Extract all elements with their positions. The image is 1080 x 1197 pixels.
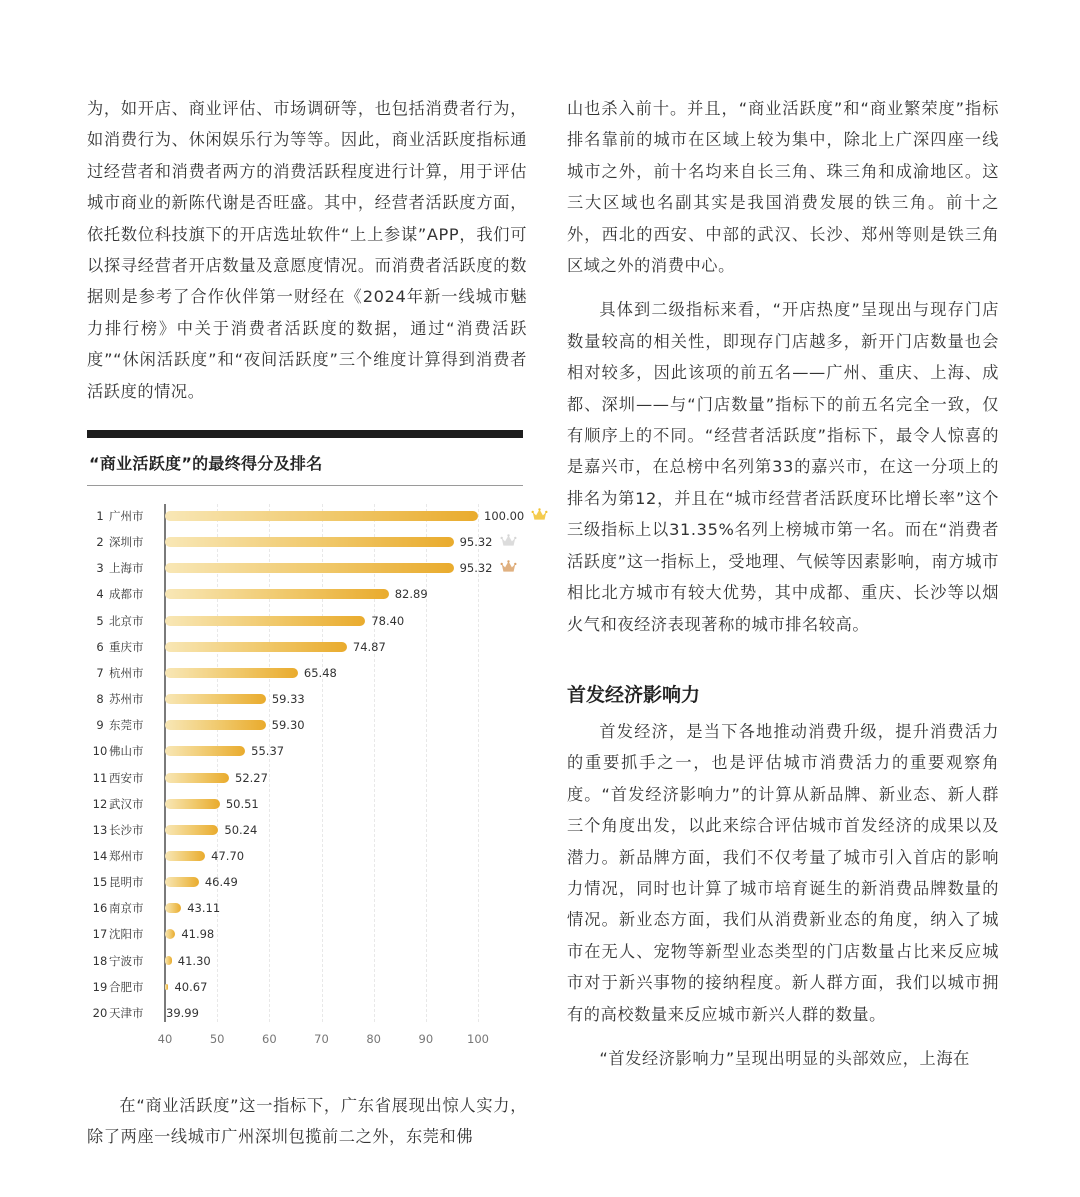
value-label: 39.99: [166, 1005, 199, 1020]
score-bar: [165, 720, 266, 730]
value-label: 100.00: [484, 509, 525, 523]
x-axis-tick-label: 40: [157, 1032, 173, 1046]
right-column: [567, 93, 999, 1074]
score-bar: [165, 537, 454, 547]
value-label: 52.27: [235, 770, 268, 785]
gold-crown-icon: [531, 507, 548, 522]
chart-row: [87, 1003, 557, 1023]
chart-title-divider: [87, 485, 523, 486]
x-axis-tick-label: 80: [366, 1032, 381, 1046]
score-bar: [165, 694, 266, 704]
value-label: 40.67: [174, 979, 208, 994]
body-paragraph: 山也杀入前十。并且，“商业活跃度”和“商业繁荣度”指标排名靠前的城市在区域上较为集中，除北上广深四座一线城市之外，前十名均来自长三角、珠三角和成渝地区。这三大区域也名副其实是我国消费发展的铁三角。前十之外，西北的西安、中部的武汉、长沙、郑州等则是铁三角区域之外的消费中心。: [567, 99, 999, 276]
chart-row: [87, 741, 557, 761]
city-label: 合肥市: [109, 979, 144, 994]
rank-number: 7: [96, 665, 104, 680]
rank-number: 1: [96, 509, 104, 523]
city-label: 沈阳市: [109, 927, 144, 942]
chart-row: [87, 506, 557, 526]
x-axis-tick-label: 60: [262, 1032, 277, 1046]
chart-row: [87, 820, 557, 840]
city-label: 宁波市: [109, 953, 144, 968]
rank-number: 3: [96, 561, 104, 576]
city-label: 郑州市: [109, 848, 144, 863]
rank-number: 9: [96, 718, 104, 733]
chart-row: [87, 558, 557, 578]
value-label: 82.89: [394, 587, 428, 602]
score-bar: [165, 773, 229, 783]
chart-row: [87, 977, 557, 997]
score-bar: [165, 616, 365, 626]
city-label: 佛山市: [109, 744, 144, 759]
score-bar: [165, 589, 389, 599]
chart-row: [87, 768, 557, 788]
value-label: 95.32: [459, 561, 493, 576]
value-label: 78.40: [371, 613, 405, 628]
rank-number: 13: [92, 822, 108, 837]
rank-number: 4: [96, 587, 104, 602]
x-axis-tick-label: 70: [314, 1032, 329, 1046]
score-bar: [165, 956, 172, 964]
value-label: 46.49: [204, 875, 238, 890]
chart-row: [87, 872, 557, 892]
rank-number: 5: [96, 613, 104, 628]
silver-crown-icon: [500, 533, 517, 548]
city-label: 武汉市: [109, 796, 144, 811]
rank-number: 8: [96, 692, 104, 707]
x-axis-tick-label: 90: [418, 1032, 434, 1046]
rank-number: 6: [96, 639, 104, 654]
x-axis-tick-label: 50: [209, 1032, 225, 1046]
value-label: 50.51: [225, 796, 259, 811]
value-label: 95.32: [459, 535, 493, 550]
chart-row: [87, 637, 557, 657]
city-label: 成都市: [109, 587, 144, 602]
bronze-crown-icon: [500, 559, 517, 574]
score-bar: [165, 929, 175, 939]
city-label: 广州市: [109, 509, 144, 523]
city-label: 东莞市: [109, 718, 144, 733]
city-label: 天津市: [109, 1005, 144, 1020]
rank-number: 11: [92, 770, 108, 785]
section-heading: 首发经济影响力: [567, 683, 701, 706]
chart-row: [87, 951, 557, 971]
city-label: 昆明市: [109, 875, 144, 890]
body-paragraph: 在“商业活跃度”这一指标下，广东省展现出惊人实力，除了两座一线城市广州深圳包揽前二之外，东莞和佛: [87, 1096, 527, 1147]
body-paragraph: 首发经济，是当下各地推动消费升级，提升消费活力的重要抓手之一，也是评估城市消费活力的重要观察角度。“首发经济影响力”的计算从新品牌、新业态、新人群三个角度出发，以此来综合评估城市首发经济的成果以及潜力。新品牌方面，我们不仅考量了城市引入首店的影响力情况，同时也计算了城市培育诞生的新消费品牌数量的情况。新业态方面，我们从消费新业态的角度，纳入了城市在无人、宠物等新型业态类型的门店数量占比来反应城市对于新兴事物的接纳程度。新人群方面，我们以城市拥有的高校数量来反应城市新兴人群的数量。: [567, 721, 999, 1024]
city-label: 南京市: [109, 901, 144, 916]
score-bar: [165, 825, 218, 835]
value-label: 74.87: [352, 639, 386, 654]
x-axis-tick-label: 100: [467, 1032, 489, 1046]
rank-number: 14: [92, 848, 108, 863]
chart-title: “商业活跃度”的最终得分及排名: [89, 454, 323, 473]
chart-row: [87, 794, 557, 814]
score-bar: [165, 563, 454, 573]
city-label: 长沙市: [109, 822, 144, 837]
value-label: 41.98: [181, 927, 215, 942]
city-label: 杭州市: [109, 665, 144, 680]
body-paragraph: 具体到二级指标来看，“开店热度”呈现出与现存门店数量较高的相关性，即现存门店越多，新开门店数量也会相对较多，因此该项的前五名——广州、重庆、上海、成都、深圳——与“门店数量”指标下的前五名完全一致，仅有顺序上的不同。“经营者活跃度”指标下，最令人惊喜的是嘉兴市，在总榜中名列第33的嘉兴市，在这一分项上的排名为第12，并且在“城市经营者活跃度环比增长率”这个三级指标上以31.35%名列上榜城市第一名。而在“消费者活跃度”这一指标上，受地理、气候等因素影响，南方城市相比北方城市有较大优势，其中成都、重庆、长沙等以烟火气和夜经济表现著称的城市排名较高。: [567, 300, 999, 634]
score-bar: [165, 984, 168, 990]
score-bar: [165, 642, 347, 652]
rank-number: 19: [92, 979, 108, 994]
score-bar: [165, 746, 245, 756]
city-label: 北京市: [109, 613, 144, 628]
rank-number: 12: [92, 796, 108, 811]
value-label: 43.11: [187, 901, 221, 916]
chart-row: [87, 611, 557, 631]
rank-number: 2: [96, 535, 104, 550]
city-label: 苏州市: [109, 692, 144, 707]
score-bar: [165, 903, 181, 913]
chart-row: [87, 846, 557, 866]
rank-number: 20: [92, 1005, 108, 1020]
value-label: 50.24: [224, 822, 258, 837]
chart-top-rule: [87, 430, 523, 438]
value-label: 65.48: [303, 665, 337, 680]
chart-row: [87, 689, 557, 709]
chart-row: [87, 715, 557, 735]
city-label: 重庆市: [109, 639, 144, 654]
score-bar: [165, 668, 298, 678]
score-bar: [165, 799, 220, 809]
score-bar: [165, 511, 478, 521]
chart-row: [87, 663, 557, 683]
rank-number: 18: [92, 953, 108, 968]
value-label: 41.30: [177, 953, 211, 968]
score-bar: [165, 851, 205, 861]
body-paragraph: 为，如开店、商业评估、市场调研等，也包括消费者行为，如消费行为、休闲娱乐行为等等。因此，商业活跃度指标通过经营者和消费者两方的消费活跃程度进行计算，用于评估城市商业的新陈代谢是否旺盛。其中，经营者活跃度方面，依托数位科技旗下的开店选址软件“上上参谋”APP，我们可以探寻经营者开店数量及意愿度情况。而消费者活跃度的数据则是参考了合作伙伴第一财经在《2024年新一线城市魅力排行榜》中关于消费者活跃度的数据，通过“消费活跃度”“休闲活跃度”和“夜间活跃度”三个维度计算得到消费者活跃度的情况。: [87, 99, 527, 401]
rank-number: 17: [92, 927, 108, 942]
rank-number: 15: [92, 875, 108, 890]
chart-row: [87, 898, 557, 918]
value-label: 59.33: [271, 692, 305, 707]
rank-number: 10: [92, 744, 108, 759]
left-column: [87, 93, 527, 407]
value-label: 55.37: [251, 744, 285, 759]
chart-row: [87, 584, 557, 604]
city-label: 深圳市: [109, 535, 144, 550]
value-label: 47.70: [211, 848, 245, 863]
value-label: 59.30: [271, 718, 305, 733]
chart-header: [87, 430, 523, 486]
body-paragraph: “首发经济影响力”呈现出明显的头部效应，上海在: [599, 1048, 970, 1068]
left-column-bottom: [87, 1090, 527, 1153]
city-label: 上海市: [109, 561, 144, 576]
chart-row: [87, 924, 557, 944]
score-bar: [165, 877, 199, 887]
city-label: 西安市: [109, 770, 144, 785]
chart-row: [87, 532, 557, 552]
rank-number: 16: [92, 901, 108, 916]
